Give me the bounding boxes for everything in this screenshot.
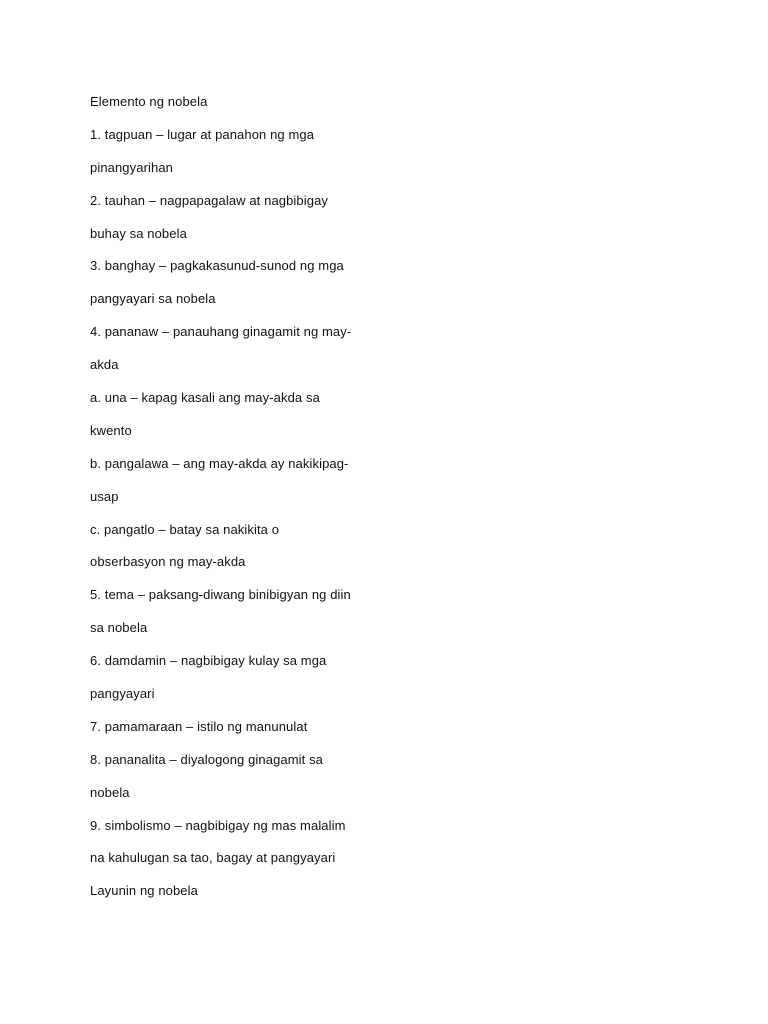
text-line: 8. pananalita – diyalogong ginagamit sa: [90, 751, 324, 767]
text-line: kwento: [90, 422, 132, 438]
document-text-body: [90, 91, 710, 913]
text-line: usap: [90, 488, 119, 504]
text-line: c. pangatlo – batay sa nakikita o: [90, 521, 280, 537]
text-line: 3. banghay – pagkakasunud-sunod ng mga: [90, 258, 344, 274]
text-line: 1. tagpuan – lugar at panahon ng mga: [90, 126, 315, 142]
text-line: akda: [90, 357, 119, 373]
text-line: 7. pamamaraan – istilo ng manunulat: [90, 718, 308, 734]
text-line: 6. damdamin – nagbibigay kulay sa mga: [90, 653, 327, 669]
text-line: 5. tema – paksang-diwang binibigyan ng diin: [90, 587, 351, 603]
text-line: na kahulugan sa tao, bagay at pangyayari: [90, 850, 336, 866]
text-line: sa nobela: [90, 620, 148, 636]
text-line: nobela: [90, 784, 130, 800]
text-line: a. una – kapag kasali ang may-akda sa: [90, 390, 320, 406]
text-line: pangyayari sa nobela: [90, 291, 216, 307]
text-line: b. pangalawa – ang may-akda ay nakikipag-: [90, 455, 349, 471]
section-heading-layunin: Layunin ng nobela: [90, 883, 198, 899]
text-line: buhay sa nobela: [90, 225, 187, 241]
section-heading-elemento: Elemento ng nobela: [90, 94, 208, 109]
text-line: pinangyarihan: [90, 159, 173, 175]
text-line: pangyayari: [90, 686, 155, 702]
text-line: obserbasyon ng may-akda: [90, 554, 246, 570]
text-line: 2. tauhan – nagpapagalaw at nagbibigay: [90, 192, 328, 208]
text-line: 9. simbolismo – nagbibigay ng mas malalim: [90, 817, 346, 833]
text-line: 4. pananaw – panauhang ginagamit ng may-: [90, 324, 352, 340]
